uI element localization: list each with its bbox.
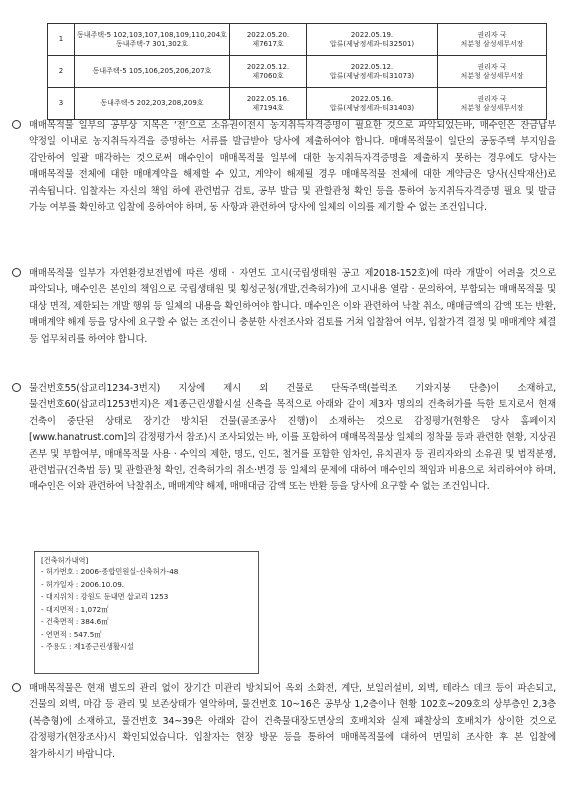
cell-date-line: 2022.05.12. — [246, 62, 290, 71]
table-row — [48, 56, 547, 88]
cell-no — [48, 24, 75, 56]
note-section-ecology — [12, 266, 556, 348]
note-section-farmland — [12, 118, 556, 216]
permit-title: [건축허가내역] — [41, 556, 89, 565]
cell-holder-line: 권리자 국 — [477, 62, 507, 71]
cell-seizure-line: 2022.05.19. — [350, 30, 394, 39]
bullet-circle-icon — [12, 120, 21, 129]
cell-no-line: 2 — [58, 67, 64, 75]
cell-holder-line: 처분청 삼성세무서장 — [460, 39, 524, 48]
cell-holder — [438, 88, 547, 120]
cell-address-line: 동내주택-5 202,203,208,209호 — [100, 99, 204, 107]
cell-date-line: 제7194호 — [252, 103, 284, 112]
cell-date-line: 2022.05.16. — [246, 94, 290, 103]
cell-date — [230, 88, 307, 120]
note-paragraph: 매매목적물은 현재 별도의 관리 없이 장기간 미관리 방치되어 옥외 소화전, 계단, 보일러설비, 외벽, 테라스 데크 등이 파손되고, 건물의 외벽, 마감 등 관리 및 보존상태가 열악하며, 물건번호 10~16은 공부상 1,2층이나 현황 102호~209호의 상부층인 2,3층(복층형)에 소재하고, 물건번호 34~39은 아래와 같이 건축물대장도면상의 호배치와 실제 패찰상의 호배치가 상이한 것으로 감정평가(현장조사)시 확인되었습니다. 입찰자는 현장 방문 등을 통하여 매매목적물에 대하여 면밀히 조사한 후 본 입찰에 참가하시기 바랍니다. — [29, 683, 556, 760]
cell-no — [48, 88, 75, 120]
cell-date-line: 제7060호 — [252, 71, 284, 80]
note-paragraph: 매매목적물 일부의 공부상 지목은 ‘전’으로 소유권이전시 농지취득자격증명이 필요한 것으로 파악되었는바, 매수인은 잔금납부 약정일 이내로 농지취득자격을 증명하는 서류를 발급받아 당사에 제출하여야 합니다. 매매목적물이 일단의 공동주택 부지임을 감안하여 일괄 매각하는 것으로써 매수인이 매매목적물 일부에 대한 농지취득자격증명을 제출하지 못하는 경우에도 당사는 매매목적물 전체에 대한 매매계약을 해제할 수 있고, 계약이 해제될 경우 매매목적물 전체에 대한 계약금은 당사(신탁재산)로 귀속됩니다. 입찰자는 자신의 책임 하에 관련법규 검토, 공부 발급 및 관할관청 확인 등을 통하여 농지취득자격증명 필요 및 발급 가능 여부를 확인하고 입찰에 응하여야 하며, 동 사항과 관련하여 당사에 일체의 이의를 제기할 수 없는 조건입니다. — [29, 120, 556, 214]
note-section-building — [12, 381, 556, 496]
note-paragraph: 물건번호55(삽교리1234-3번지) 지상에 제시 외 건물로 단독주택(블럭조 기와지붕 단층)이 소재하고, 물건번호60(삽교리1253번지)은 제1종근린생활시설 신축을 목적으로 아래와 같이 제3자 명의의 건축허가를 득한 토지로서 현재 건축이 중단된 상태로 장기간 방치된 건물(골조공사 진행)이 소재하는 것으로 감정평가(현황은 당사 홈페이지[www.hanatrust.com]의 감정평가서 참조)시 조사되었는 바, 이를 포함하여 매매목적물상 일체의 정착물 등과 관련한 현황, 지상권 존부 및 부합여부, 매매목적물 사용 · 수익의 제한, 명도, 인도, 철거를 포함한 임차인, 유치권자 등 권리자와의 소유권 및 법적분쟁, 관련법규(건축법 등) 및 관할관청 확인, 건축허가의 취소·변경 등 일체의 문제에 대하여 매수인의 책임과 비용으로 처리하여야 하며, 매수인은 이와 관련하여 낙찰취소, 매매계약 해제, 매매대금 감액 또는 반환 등을 당사에 요구할 수 없는 조건입니다. — [29, 383, 556, 493]
cell-no-line: 1 — [58, 35, 64, 43]
cell-date — [230, 24, 307, 56]
cell-seizure-line: 압류(제남정세과-티31073) — [329, 71, 415, 80]
cell-seizure-line: 압류(제남정세과-티31403) — [329, 103, 415, 112]
permit-item: - 허가일자 : 2006.10.09. — [41, 579, 125, 589]
table-row — [48, 88, 547, 120]
cell-address — [75, 88, 230, 120]
permit-item: - 주용도 : 제1종근린생활시설 — [41, 642, 134, 651]
cell-holder-line: 처분청 삼성세무서장 — [460, 71, 524, 80]
registry-table-body — [48, 24, 547, 120]
building-permit-box — [34, 551, 259, 674]
table-row — [48, 24, 547, 56]
cell-seizure-line: 2022.05.16. — [350, 94, 394, 103]
cell-address — [75, 56, 230, 88]
permit-item: - 대지면적 : 1,072㎡ — [41, 604, 109, 614]
bullet-circle-icon — [12, 383, 21, 392]
registry-table — [47, 23, 547, 120]
permit-item: - 건축면적 : 384.6㎡ — [41, 617, 109, 626]
cell-holder-line: 처분청 삼성세무서장 — [460, 103, 524, 112]
cell-date-line: 2022.05.20. — [246, 30, 290, 39]
cell-seizure — [307, 24, 438, 56]
cell-address-line: 동내주택-5 105,106,205,206,207호 — [92, 67, 212, 75]
cell-date — [230, 56, 307, 88]
cell-address — [75, 24, 230, 56]
cell-no — [48, 56, 75, 88]
cell-date-line: 제7617호 — [252, 39, 284, 48]
cell-holder — [438, 56, 547, 88]
bullet-circle-icon — [12, 268, 21, 277]
cell-address-line: 동내주택-7 301,302호 — [116, 39, 188, 48]
note-paragraph: 매매목적물 일부가 자연환경보전법에 따른 생태 · 자연도 고시(국립생태원 공고 제2018-152호)에 따라 개발이 어려울 것으로 파악되나, 매수인은 본인의 책임으로 국립생태원 및 횡성군청(개발,건축허가)에 고시내용 열람 · 문의하여, 부합되는 매매목적물 및 대상 면적, 제한되는 개발 행위 등 일체의 내용을 확인하여야 합니다. 매수인은 이와 관련하여 낙찰 취소, 매매금액의 감액 또는 반환, 매매계약 해제 등을 당사에 요구할 수 없는 조건이니 충분한 사전조사와 검토를 거쳐 입찰참여 여부, 입찰가격 결정 및 매매계약 체결 등 업무처리를 하여야 합니다. — [29, 268, 556, 345]
permit-item: - 연면적 : 547.5㎡ — [41, 629, 102, 639]
note-section-condition — [12, 681, 556, 763]
permit-item: - 대지위치 : 강원도 둔내면 삽교리 1253 — [41, 592, 169, 601]
cell-seizure-line: 2022.05.12. — [350, 62, 394, 71]
cell-holder-line: 권리자 국 — [477, 30, 507, 39]
cell-holder-line: 권리자 국 — [477, 94, 507, 103]
cell-seizure-line: 압류(제남정세과-티32501) — [329, 39, 415, 48]
cell-holder — [438, 24, 547, 56]
cell-seizure — [307, 56, 438, 88]
permit-item: - 허가번호 : 2006-종합민원실-신축허가-48 — [41, 567, 179, 576]
cell-no-line: 3 — [58, 99, 64, 107]
bullet-circle-icon — [12, 683, 21, 692]
cell-seizure — [307, 88, 438, 120]
cell-address-line: 동내주택-5 102,103,107,108,109,110,204호 — [77, 30, 227, 39]
